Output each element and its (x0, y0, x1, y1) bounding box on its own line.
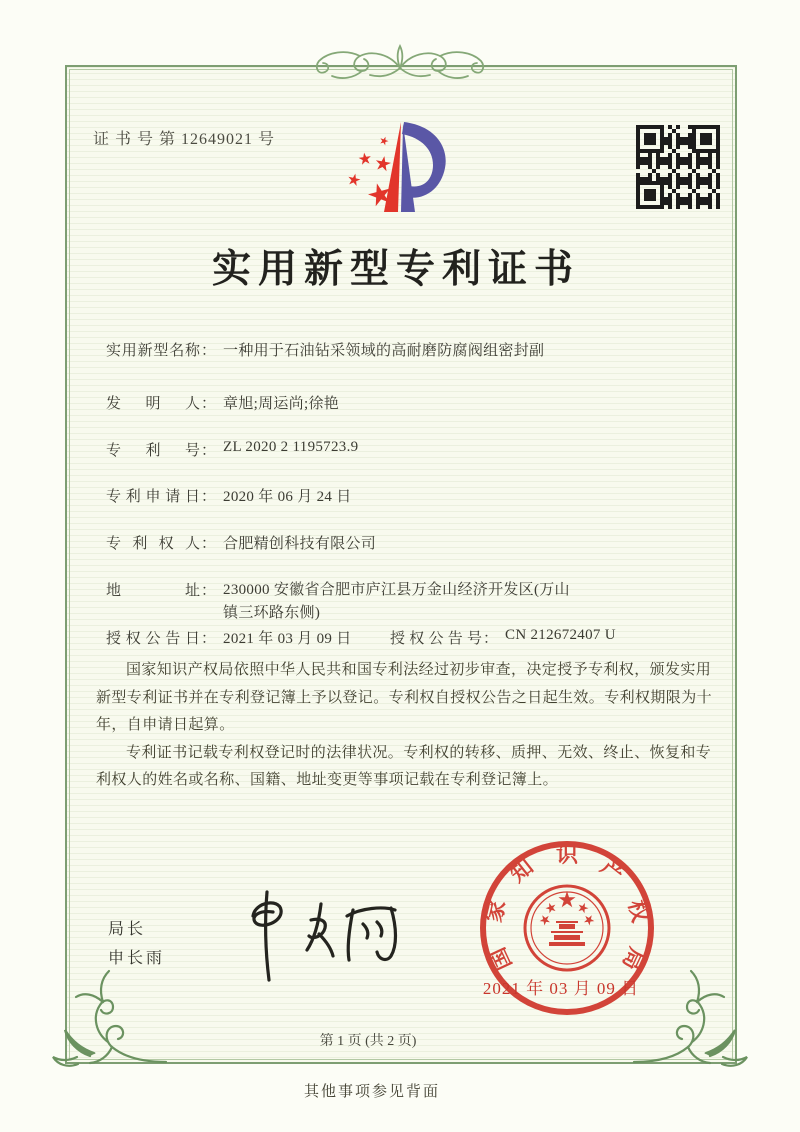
signer-name: 申长雨 (108, 950, 166, 967)
certificate-number: 证 书 号 第 12649021 号 (93, 131, 276, 148)
top-border-ornament (300, 44, 500, 96)
svg-text:国: 国 (484, 943, 517, 975)
field-label: 专利申请日 (106, 489, 200, 505)
patentee: 合肥精创科技有限公司 (223, 536, 377, 552)
svg-text:产: 产 (596, 853, 629, 887)
field-row-filing-date: 专利申请日 ： 2020 年 06 月 24 日 (106, 485, 352, 506)
field-row-name: 实用新型名称 ： 一种用于石油钻采领域的高耐磨防腐阀组密封副 (106, 339, 544, 360)
back-page-note: 其他事项参见背面 (303, 1084, 440, 1100)
field-row-address: 地址 ： 230000 安徽省合肥市庐江县万金山经济开发区(万山镇三环路东侧) (106, 579, 585, 625)
address: 230000 安徽省合肥市庐江县万金山经济开发区(万山镇三环路东侧) (223, 582, 570, 621)
patent-number: ZL 2020 2 1195723.9 (223, 439, 359, 455)
field-label: 实用新型名称 (106, 343, 200, 359)
field-label: 专利号 (106, 443, 200, 459)
field-label: 地址 (106, 583, 200, 599)
director-signature (235, 886, 405, 986)
field-label: 授权公告日 (106, 631, 200, 647)
signer-title: 局长 (108, 921, 147, 938)
legal-paragraph-1: 国家知识产权局依照中华人民共和国专利法经过初步审查，决定授予专利权，颁发实用新型专利证书并在专利登记簿上予以登记。专利权自授权公告之日起生效。专利权期限为十年，自申请日起算。 (96, 662, 713, 733)
utility-model-name: 一种用于石油钻采领域的高耐磨防腐阀组密封副 (223, 343, 545, 359)
seal-date: 2021 年 03 月 09 日 (482, 979, 640, 998)
field-row-patent-no: 专利号 ： ZL 2020 2 1195723.9 (106, 439, 359, 459)
field-label: 专利权人 (106, 536, 200, 552)
legal-paragraph-2: 专利证书记载专利权登记时的法律状况。专利权的转移、质押、无效、终止、恢复和专利权人的姓名或名称、国籍、地址变更等事项记载在专利登记簿上。 (96, 744, 712, 788)
legal-text (96, 657, 714, 795)
filing-date: 2020 年 06 月 24 日 (223, 489, 352, 505)
seal-arc-text (481, 842, 654, 974)
field-row-patentee: 专利权人 ： 合肥精创科技有限公司 (106, 532, 376, 553)
field-label: 授权公告号 (390, 631, 482, 647)
official-seal (471, 836, 663, 1028)
field-row-inventors: 发明人 ： 章旭;周运尚;徐艳 (106, 392, 339, 413)
inventors: 章旭;周运尚;徐艳 (223, 396, 340, 412)
field-row-grant: 授权公告日 ： 2021 年 03 月 09 日 授权公告号 ： CN 212672407 U (106, 627, 616, 647)
grant-date: 2021 年 03 月 09 日 (223, 631, 352, 647)
svg-text:局: 局 (617, 943, 650, 975)
cnipa-logo (340, 110, 455, 222)
qr-code (636, 125, 720, 209)
national-emblem (525, 886, 609, 970)
svg-text:家: 家 (480, 897, 511, 925)
svg-text:权: 权 (623, 897, 654, 925)
bottom-left-flourish (48, 968, 168, 1072)
certificate-title: 实用新型专利证书 (211, 248, 580, 291)
svg-text:知: 知 (505, 853, 538, 887)
svg-text:识: 识 (555, 842, 579, 867)
field-label: 发明人 (106, 396, 200, 412)
page-number: 第 1 页 (共 2 页) (319, 1034, 417, 1049)
logo-stars (347, 135, 394, 207)
grant-publication-no: 授权公告号 ： CN 212672407 U (390, 627, 616, 647)
